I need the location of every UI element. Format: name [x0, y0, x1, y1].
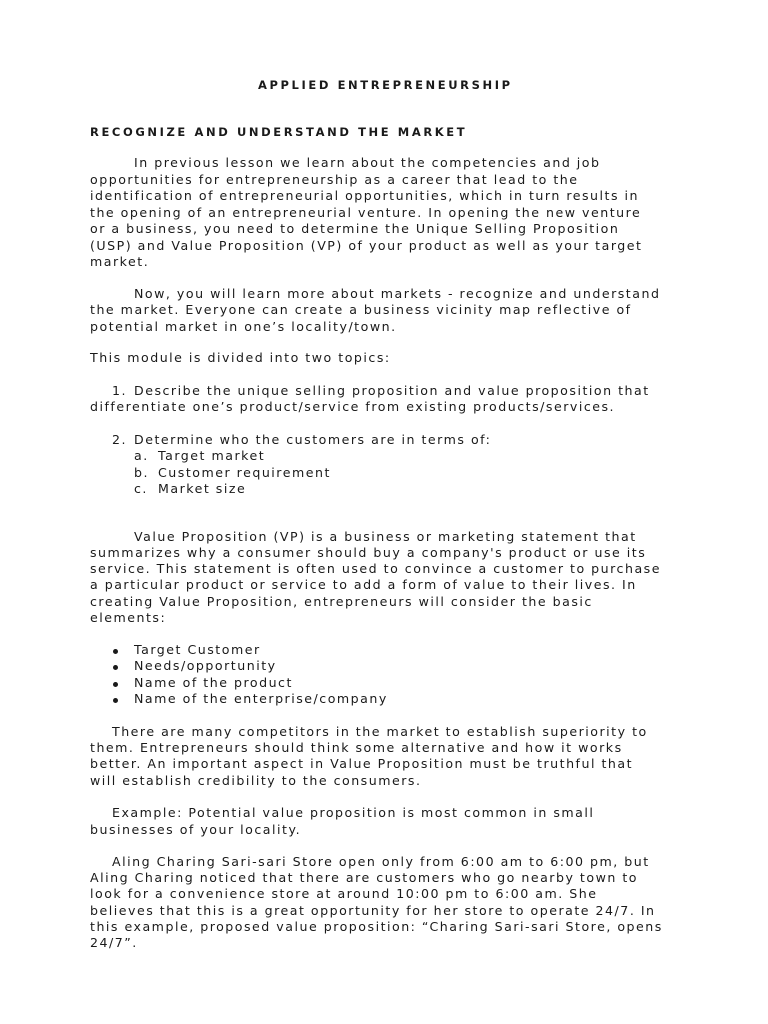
sub-item-text: Market size — [158, 481, 247, 496]
topic-line: Describe the unique selling proposition and value proposition that — [134, 383, 650, 398]
paragraph-line: better. An important aspect in Value Proposition must be truthful that — [90, 756, 634, 771]
paragraph-line: Aling Charing Sari-sari Store open only from 6:00 am to 6:00 pm, but — [112, 854, 650, 869]
paragraph-line: or a business, you need to determine the Unique Selling Proposition — [90, 221, 620, 236]
paragraph-line: Value Proposition (VP) is a business or marketing statement that — [134, 529, 637, 544]
paragraph-line: (USP) and Value Proposition (VP) of your product as well as your target — [90, 238, 643, 253]
section-heading: RECOGNIZE AND UNDERSTAND THE MARKET — [90, 125, 468, 139]
paragraph-line: elements: — [90, 610, 167, 625]
sub-item-letter: c. — [134, 481, 148, 496]
paragraph-line: the market. Everyone can create a business vicinity map reflective of — [90, 302, 632, 317]
sub-item-text: Customer requirement — [158, 465, 331, 480]
sub-item-letter: b. — [134, 465, 149, 480]
sub-item-letter: a. — [134, 448, 149, 463]
paragraph-line: the opening of an entrepreneurial venture. In opening the new venture — [90, 205, 642, 220]
bullet-icon — [113, 698, 118, 703]
list-number: 1. — [112, 383, 128, 398]
paragraph-line: believes that this is a great opportunity for her store to operate 24/7. In — [90, 903, 656, 918]
paragraph-line: Now, you will learn more about markets - recognize and understand — [134, 286, 661, 301]
paragraph-line: identification of entrepreneurial opportunities, which in turn results in — [90, 188, 640, 203]
bullet-item: Name of the product — [134, 675, 293, 690]
bullet-icon — [113, 649, 118, 654]
paragraph-line: service. This statement is often used to convince a customer to purchase — [90, 561, 661, 576]
paragraph-line: a particular product or service to add a form of value to their lives. In — [90, 577, 637, 592]
paragraph-line: Aling Charing noticed that there are customers who go nearby town to — [90, 870, 639, 885]
paragraph-line: creating Value Proposition, entrepreneurs will consider the basic — [90, 594, 593, 609]
paragraph-line: In previous lesson we learn about the competencies and job — [134, 155, 601, 170]
paragraph-line: this example, proposed value proposition: “Charing Sari-sari Store, opens — [90, 919, 663, 934]
paragraph-line: This module is divided into two topics: — [90, 350, 391, 365]
paragraph-line: opportunities for entrepreneurship as a career that lead to the — [90, 172, 579, 187]
topic-line: differentiate one’s product/service from existing products/services. — [90, 399, 616, 414]
paragraph-line: There are many competitors in the market to establish superiority to — [112, 724, 648, 739]
paragraph-line: market. — [90, 254, 150, 269]
paragraph-line: 24/7”. — [90, 935, 138, 950]
bullet-icon — [113, 682, 118, 687]
paragraph-line: look for a convenience store at around 10:00 pm to 6:00 am. She — [90, 886, 598, 901]
bullet-icon — [113, 665, 118, 670]
paragraph-line: will establish credibility to the consumers. — [90, 773, 422, 788]
paragraph-line: businesses of your locality. — [90, 822, 302, 837]
paragraph-line: summarizes why a consumer should buy a company's product or use its — [90, 545, 647, 560]
paragraph-line: them. Entrepreneurs should think some alternative and how it works — [90, 740, 623, 755]
document-title: APPLIED ENTREPRENEURSHIP — [258, 78, 513, 92]
sub-item-text: Target market — [158, 448, 266, 463]
bullet-item: Target Customer — [134, 642, 261, 657]
list-number: 2. — [112, 432, 128, 447]
bullet-item: Name of the enterprise/company — [134, 691, 388, 706]
bullet-item: Needs/opportunity — [134, 658, 277, 673]
topic-line: Determine who the customers are in terms of: — [134, 432, 492, 447]
paragraph-line: potential market in one’s locality/town. — [90, 319, 397, 334]
paragraph-line: Example: Potential value proposition is most common in small — [112, 805, 595, 820]
